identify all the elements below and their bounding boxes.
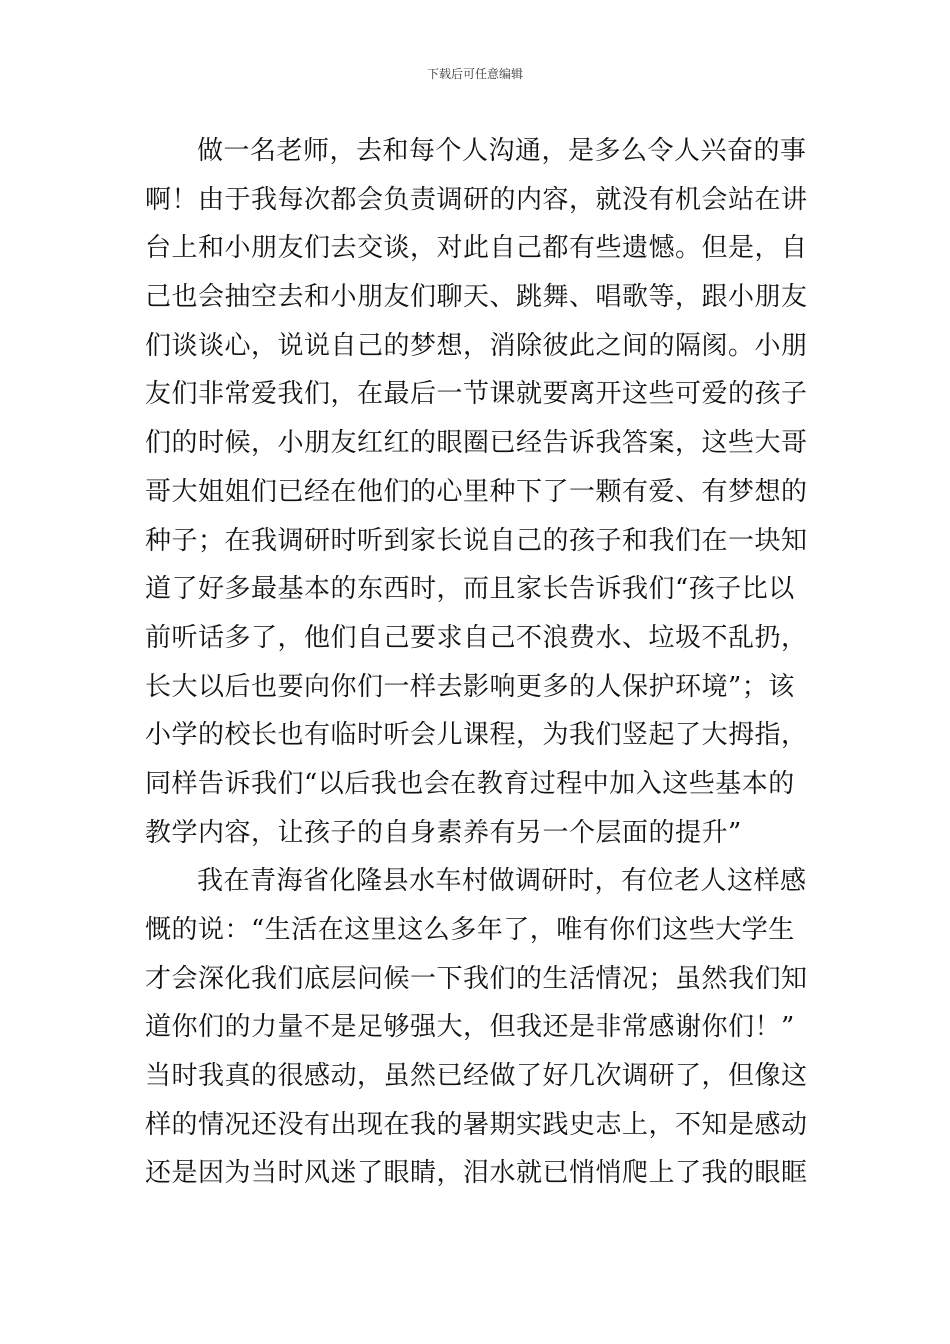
- paragraph-line: 小学的校长也有临时听会儿课程，为我们竖起了大拇指，: [145, 720, 808, 751]
- paragraph-line: 道你们的力量不是足够强大，但我还是非常感谢你们！”: [145, 1012, 795, 1043]
- paragraph-line: 前听话多了，他们自己要求自己不浪费水、垃圾不乱扔，: [145, 622, 808, 653]
- paragraph-line: 教学内容，让孩子的自身素养有另一个层面的提升”: [145, 817, 742, 848]
- paragraph-line: 同样告诉我们“以后我也会在教育过程中加入这些基本的: [145, 768, 795, 799]
- paragraph-line: 才会深化我们底层问候一下我们的生活情况；虽然我们知: [145, 963, 808, 994]
- paragraph-line: 友们非常爱我们，在最后一节课就要离开这些可爱的孩子: [145, 379, 808, 410]
- paragraph-line: 台上和小朋友们去交谈，对此自己都有些遗憾。但是，自: [145, 233, 808, 264]
- paragraph-line: 们的时候，小朋友红红的眼圈已经告诉我答案，这些大哥: [145, 428, 808, 459]
- paragraph-line: 们谈谈心，说说自己的梦想，消除彼此之间的隔阂。小朋: [145, 330, 808, 361]
- paragraph-line: 道了好多最基本的东西时，而且家长告诉我们“孩子比以: [145, 574, 795, 605]
- paragraph-line: 慨的说：“生活在这里这么多年了，唯有你们这些大学生: [145, 915, 795, 945]
- paragraph-line: 做一名老师，去和每个人沟通，是多么令人兴奋的事: [197, 136, 807, 166]
- paragraph-line: 当时我真的很感动，虽然已经做了好几次调研了，但像这: [145, 1061, 808, 1092]
- paragraph-line: 我在青海省化隆县水车村做调研时，有位老人这样感: [197, 866, 807, 897]
- paragraph-line: 哥大姐姐们已经在他们的心里种下了一颗有爱、有梦想的: [145, 476, 808, 507]
- paragraph-line: 样的情况还没有出现在我的暑期实践史志上，不知是感动: [145, 1109, 808, 1140]
- paragraph-line: 长大以后也要向你们一样去影响更多的人保护环境”；该: [145, 671, 795, 702]
- paragraph-line: 啊！由于我每次都会负责调研的内容，就没有机会站在讲: [145, 184, 808, 215]
- paragraph-line: 还是因为当时风迷了眼睛，泪水就已悄悄爬上了我的眼眶: [145, 1158, 808, 1189]
- paragraph-line: 己也会抽空去和小朋友们聊天、跳舞、唱歌等，跟小朋友: [145, 282, 808, 313]
- paragraph-line: 种子；在我调研时听到家长说自己的孩子和我们在一块知: [145, 525, 808, 556]
- document-body: [145, 127, 807, 1198]
- page-header: 下载后可任意编辑: [426, 67, 523, 81]
